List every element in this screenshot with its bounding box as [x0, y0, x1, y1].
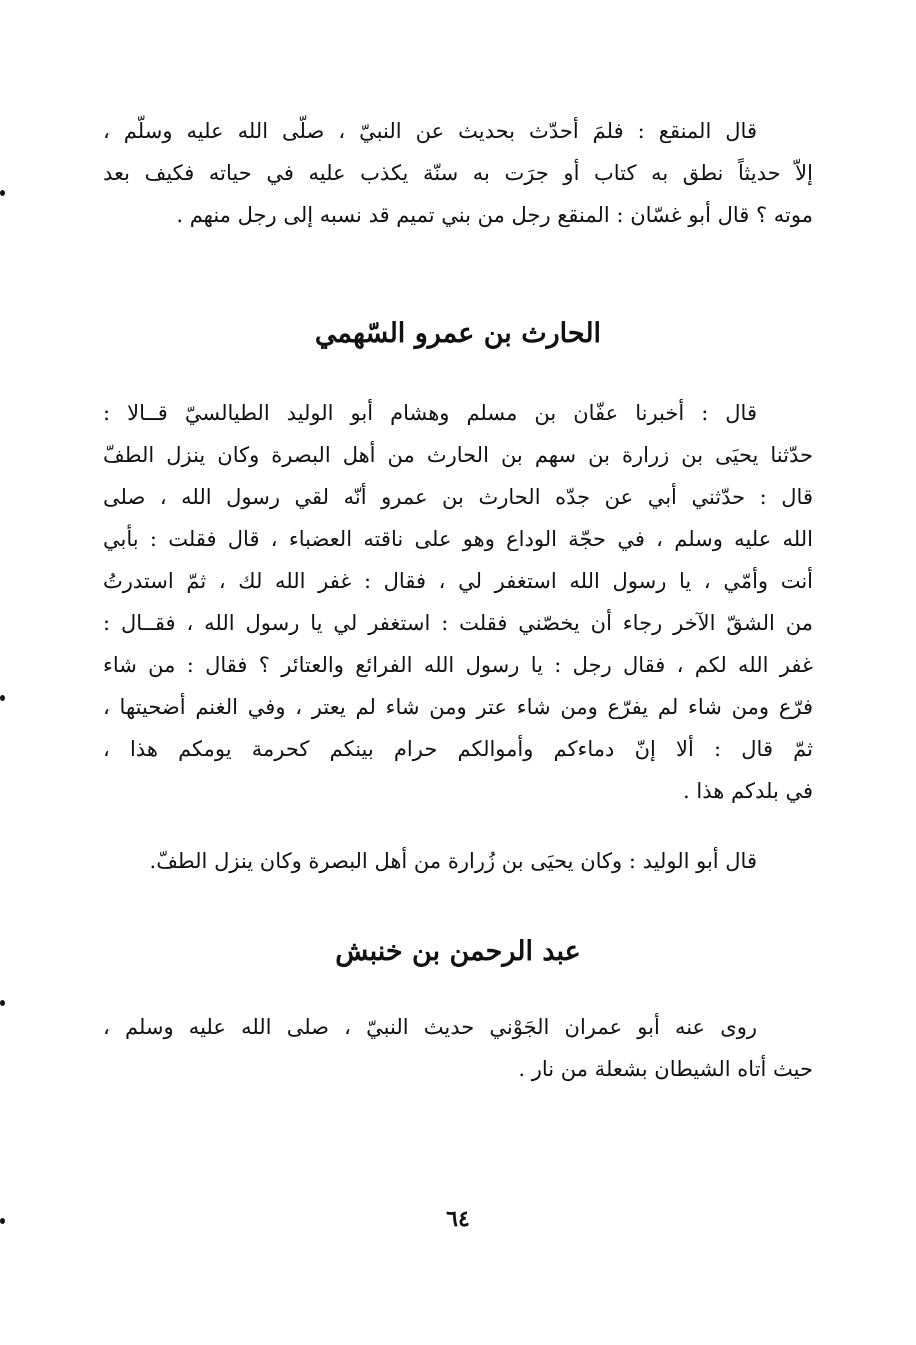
text-line: من الشقّ الآخر رجاء أن يخصّني فقلت : استغفر لي يا رسول الله ، فقــال :	[103, 611, 813, 635]
scan-mark	[0, 1000, 5, 1006]
text-line: قال أبو الوليد : وكان يحيَى بن زُرارة من أهل البصرة وكان ينزل الطفّ.	[149, 849, 757, 873]
text-line: أنت وأمّي ، يا رسول الله استغفر لي ، فقال : غفر الله لك ، ثمّ استدرتُ	[103, 569, 813, 593]
text-line: حدّثنا يحيَى بن زرارة بن سهم بن الحارث من أهل البصرة وكان ينزل الطفّ	[103, 443, 813, 467]
text-line: حيث أتاه الشيطان بشعلة من نار .	[518, 1057, 813, 1081]
text-line: إلاّ حديثاً نطق به كتاب أو جرَت به سنّة يكذب عليه في حياته فكيف بعد	[103, 161, 813, 185]
text-line: ثمّ قال : ألا إنّ دماءكم وأموالكم حرام بينكم كحرمة يومكم هذا ،	[103, 737, 813, 761]
section-heading-harith: الحارث بن عمرو السّهمي	[314, 318, 602, 349]
page-number: ٦٤	[446, 1206, 470, 1232]
text-line: قال المنقع : فلمَ أحدّث بحديث عن النبيّ ، صلّى الله عليه وسلّم ،	[103, 119, 757, 143]
text-line: الله عليه وسلم ، في حجّة الوداع وهو على ناقته العضباء ، قال فقلت : بأبي	[103, 527, 813, 551]
text-line: روى عنه أبو عمران الجَوْني حديث النبيّ ، صلى الله عليه وسلم ،	[103, 1015, 757, 1039]
text-line: غفر الله لكم ، فقال رجل : يا رسول الله الفرائع والعتائر ؟ فقال : من شاء	[103, 653, 813, 677]
scan-mark	[0, 190, 5, 196]
text-line: قال : حدّثني أبي عن جدّه الحارث بن عمرو أنّه لقي رسول الله ، صلى	[103, 485, 813, 509]
paragraph-harith	[103, 392, 813, 812]
paragraph-abd-al-rahman	[103, 1006, 813, 1090]
text-line: فرّع ومن شاء لم يفرّع ومن شاء عتر ومن شاء لم يعتر ، وفي الغنم أضحيتها ،	[103, 695, 813, 719]
text-line: موته ؟ قال أبو غسّان : المنقع رجل من بني تميم قد نسبه إلى رجل منهم .	[176, 203, 813, 227]
paragraph-intro	[103, 110, 813, 236]
paragraph-abu-al-walid	[103, 840, 813, 882]
text-line: في بلدكم هذا .	[683, 779, 813, 803]
scan-mark	[0, 695, 5, 701]
scan-mark	[0, 1218, 5, 1224]
section-heading-abd-al-rahman: عبد الرحمن بن خنبش	[335, 936, 581, 967]
text-line: قال : أخبرنا عفّان بن مسلم وهشام أبو الوليد الطيالسيّ قــالا :	[103, 401, 757, 425]
